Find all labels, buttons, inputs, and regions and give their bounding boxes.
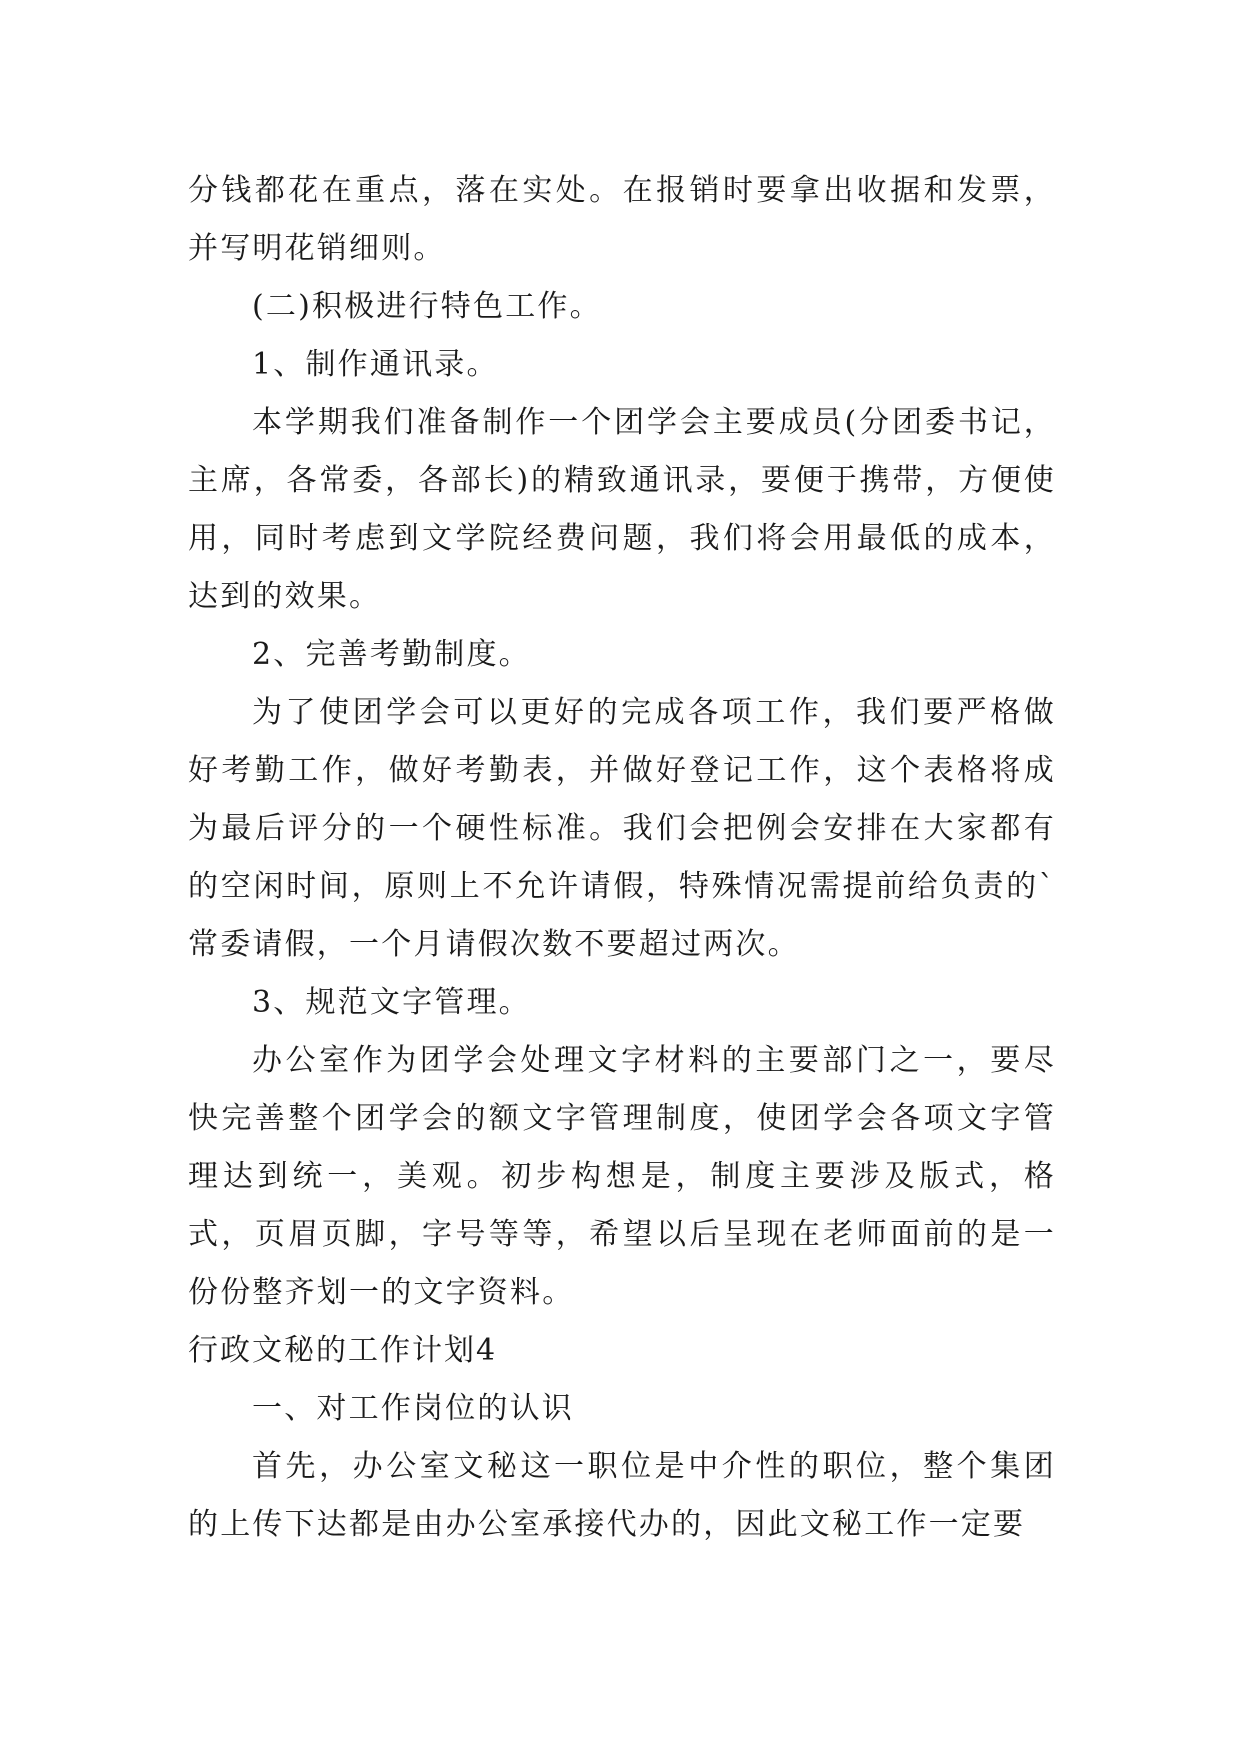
paragraph: 首先，办公室文秘这一职位是中介性的职位，整个集团的上传下达都是由办公室承接代办的，因此文秘工作一定要 [188, 1449, 1056, 1542]
paragraph: 为了使团学会可以更好的完成各项工作，我们要严格做好考勤工作，做好考勤表，并做好登记工作，这个表格将成为最后评分的一个硬性标准。我们会把例会安排在大家都有的空闲时间，原则上不允许请假，特殊情况需提前给负责的`常委请假，一个月请假次数不要超过两次。 [188, 695, 1056, 962]
paragraph-list-item: 3、规范文字管理。 [252, 985, 531, 1020]
paragraph-subheading: (二)积极进行特色工作。 [252, 289, 602, 324]
section-title: 行政文秘的工作计划4 [188, 1333, 498, 1368]
document-body [188, 162, 1056, 1554]
paragraph-list-item: 2、完善考勤制度。 [252, 637, 531, 672]
paragraph: 分钱都花在重点，落在实处。在报销时要拿出收据和发票，并写明花销细则。 [188, 173, 1056, 266]
paragraph-subheading: 一、对工作岗位的认识 [252, 1391, 574, 1426]
paragraph-list-item: 1、制作通讯录。 [252, 347, 499, 382]
paragraph: 办公室作为团学会处理文字材料的主要部门之一，要尽快完善整个团学会的额文字管理制度，使团学会各项文字管理达到统一，美观。初步构想是，制度主要涉及版式，格式，页眉页脚，字号等等，希望以后呈现在老师面前的是一份份整齐划一的文字资料。 [188, 1043, 1056, 1310]
paragraph: 本学期我们准备制作一个团学会主要成员(分团委书记，主席，各常委，各部长)的精致通讯录，要便于携带，方便使用，同时考虑到文学院经费问题，我们将会用最低的成本，达到的效果。 [188, 405, 1056, 614]
